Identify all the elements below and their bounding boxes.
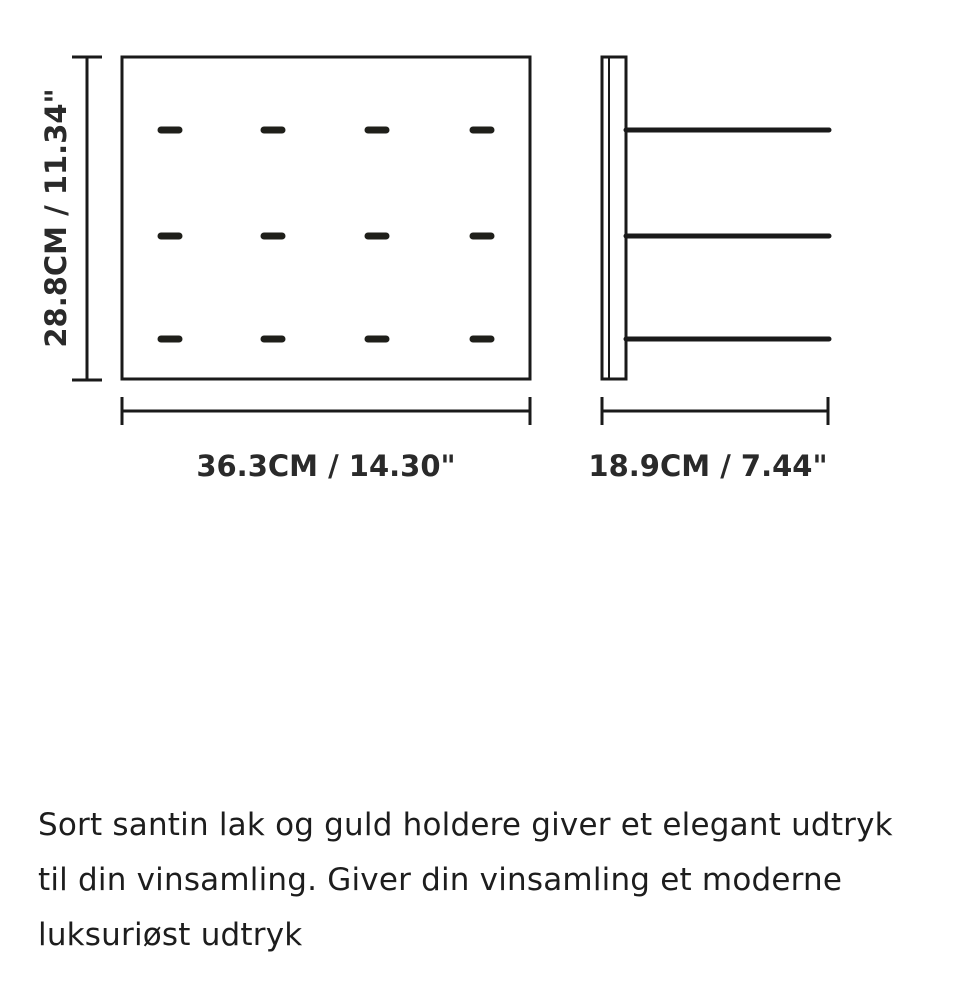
height-label: 28.8CM / 11.34" <box>39 88 73 348</box>
depth-label: 18.9CM / 7.44" <box>588 449 828 483</box>
product-description: Sort santin lak og guld holdere giver et elegant udtryk til din vinsamling. Giver din vinsamling et moderne luksuriøst udtryk <box>38 807 893 953</box>
side-view-panel <box>602 57 626 379</box>
front-view-panel <box>122 57 530 379</box>
side-holder-bars <box>626 130 829 339</box>
side-view <box>602 57 829 379</box>
depth-dimension <box>602 397 828 425</box>
height-dimension <box>72 57 102 380</box>
width-label: 36.3CM / 14.30" <box>196 449 456 483</box>
width-dimension <box>122 397 530 425</box>
